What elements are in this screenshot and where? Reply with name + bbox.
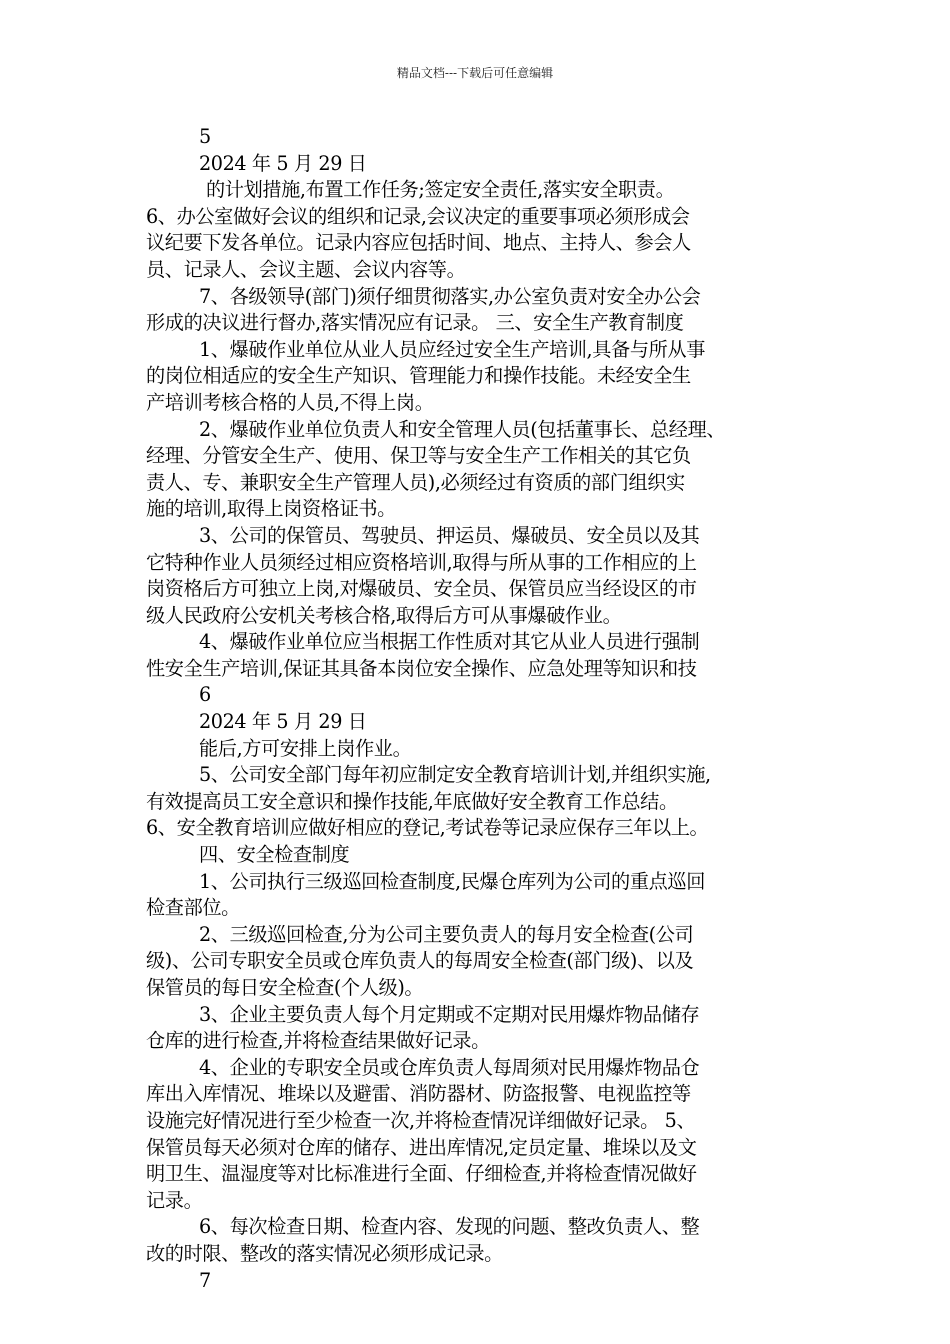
text-line: 明卫生、温湿度等对比标准进行全面、仔细检查,并将检查情况做好 (146, 1162, 697, 1186)
text-line: 5、公司安全部门每年初应制定安全教育培训计划,并组织实施, (199, 763, 711, 787)
text-line: 产培训考核合格的人员,不得上岗。 (146, 390, 434, 414)
text-line: 员、记录人、会议主题、会议内容等。 (146, 257, 466, 281)
text-line: 2024 年 5 月 29 日 (199, 151, 367, 175)
text-line: 3、企业主要负责人每个月定期或不定期对民用爆炸物品储存 (199, 1002, 700, 1026)
text-line: 岗资格后方可独立上岗,对爆破员、安全员、保管员应当经设区的市 (146, 577, 697, 601)
text-line: 4、爆破作业单位应当根据工作性质对其它从业人员进行强制 (199, 630, 700, 654)
text-line: 的计划措施,布置工作任务;签定安全责任,落实安全职责。 (206, 178, 675, 202)
text-line: 保管员每天必须对仓库的储存、进出库情况,定员定量、堆垛以及文 (146, 1135, 697, 1159)
text-line: 3、公司的保管员、驾驶员、押运员、爆破员、安全员以及其 (199, 523, 700, 547)
text-line: 形成的决议进行督办,落实情况应有记录。 三、安全生产教育制度 (146, 311, 684, 335)
document-body (146, 124, 814, 1294)
page-header: 精品文档---下载后可任意编辑 (396, 66, 554, 80)
text-line: 级)、公司专职安全员或仓库负责人的每周安全检查(部门级)、以及 (146, 949, 694, 973)
text-line: 议纪要下发各单位。记录内容应包括时间、地点、主持人、参会人 (146, 231, 691, 255)
text-line: 的岗位相适应的安全生产知识、管理能力和操作技能。未经安全生 (146, 364, 691, 388)
text-line: 设施完好情况进行至少检查一次,并将检查情况详细做好记录。 5、 (146, 1108, 696, 1132)
text-line: 检查部位。 (146, 896, 240, 920)
text-line: 5 (199, 125, 211, 148)
text-line: 1、爆破作业单位从业人员应经过安全生产培训,具备与所从事 (199, 337, 705, 361)
text-line: 4、企业的专职安全员或仓库负责人每周须对民用爆炸物品仓 (199, 1055, 700, 1079)
text-line: 6、每次检查日期、检查内容、发现的问题、整改负责人、整 (199, 1215, 700, 1239)
text-line: 记录。 (146, 1188, 203, 1212)
text-line: 1、公司执行三级巡回检查制度,民爆仓库列为公司的重点巡回 (199, 869, 705, 893)
text-line: 保管员的每日安全检查(个人级)。 (146, 976, 424, 999)
text-line: 性安全生产培训,保证其具备本岗位安全操作、应急处理等知识和技 (146, 656, 697, 680)
text-line: 7 (199, 1268, 211, 1292)
text-line: 改的时限、整改的落实情况必须形成记录。 (146, 1241, 503, 1265)
text-line: 四、安全检查制度 (199, 843, 350, 867)
text-line: 库出入库情况、堆垛以及避雷、消防器材、防盗报警、电视监控等 (146, 1082, 691, 1106)
text-line: 它特种作业人员须经过相应资格培训,取得与所从事的工作相应的上 (146, 550, 697, 574)
text-line: 能后,方可安排上岗作业。 (199, 736, 412, 760)
text-line: 2、三级巡回检查,分为公司主要负责人的每月安全检查(公司 (199, 922, 694, 946)
text-line: 7、各级领导(部门)须仔细贯彻落实,办公室负责对安全办公会 (199, 284, 701, 308)
text-line: 6、安全教育培训应做好相应的登记,考试卷等记录应保存三年以上。 (146, 816, 709, 840)
text-line: 6 (199, 683, 211, 707)
text-line: 施的培训,取得上岗资格证书。 (146, 497, 396, 521)
text-line: 级人民政府公安机关考核合格,取得后方可从事爆破作业。 (146, 603, 622, 627)
text-line: 2024 年 5 月 29 日 (199, 710, 367, 734)
text-line: 2、爆破作业单位负责人和安全管理人员(包括董事长、总经理、 (199, 417, 726, 441)
text-line: 仓库的进行检查,并将检查结果做好记录。 (146, 1029, 490, 1053)
text-line: 经理、分管安全生产、使用、保卫等与安全生产工作相关的其它负 (146, 444, 691, 468)
text-line: 责人、专、兼职安全生产管理人员),必须经过有资质的部门组织实 (146, 470, 685, 494)
text-line: 6、办公室做好会议的组织和记录,会议决定的重要事项必须形成会 (146, 204, 690, 228)
text-line: 有效提高员工安全意识和操作技能,年底做好安全教育工作总结。 (146, 789, 678, 813)
